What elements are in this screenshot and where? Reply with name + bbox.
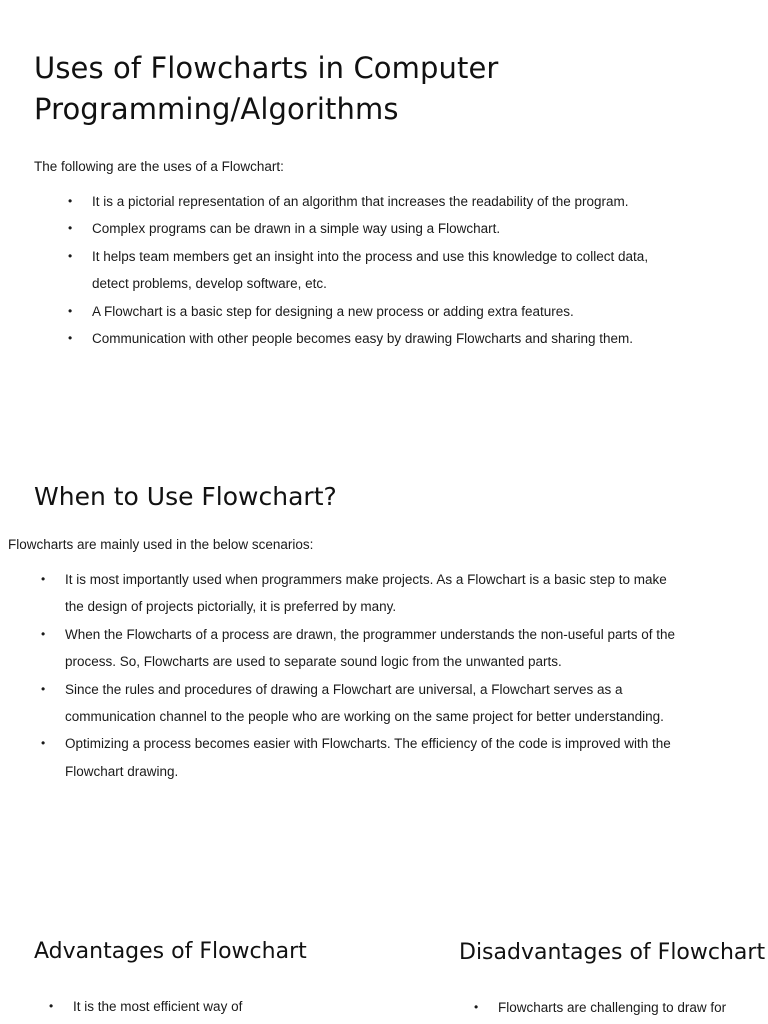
bullet-icon: • xyxy=(68,194,73,208)
bullet-icon: • xyxy=(68,331,73,346)
list-item-text: Optimizing a process becomes easier with Flowcharts. The efficiency of the code is improved with the xyxy=(65,736,671,752)
when-to-use-heading: When to Use Flowchart? xyxy=(34,482,337,511)
list-item xyxy=(41,566,755,621)
bullet-icon: • xyxy=(49,999,54,1013)
bullet-icon: • xyxy=(41,572,46,586)
disadvantages-heading: Disadvantages of Flowchart xyxy=(459,940,766,965)
list-item-text: Flowchart drawing. xyxy=(65,763,179,779)
list-item-text: Communication with other people becomes easy by drawing Flowcharts and sharing them. xyxy=(92,331,634,347)
bullet-icon: • xyxy=(41,626,46,641)
bullet-icon: • xyxy=(68,221,73,236)
list-item xyxy=(68,325,742,352)
list-item xyxy=(41,676,755,731)
bullet-icon: • xyxy=(68,248,73,263)
list-item xyxy=(68,243,742,298)
bullet-icon: • xyxy=(41,736,46,751)
list-item xyxy=(474,994,766,1021)
list-item-text: process. So, Flowcharts are used to separate sound logic from the unwanted parts. xyxy=(65,654,562,670)
list-item xyxy=(68,188,742,215)
list-item xyxy=(49,993,393,1020)
list-item-text: Complex programs can be drawn in a simple way using a Flowchart. xyxy=(92,221,501,237)
advantages-list xyxy=(49,993,393,1020)
when-to-use-list xyxy=(41,566,755,785)
list-item-text: Since the rules and procedures of drawing a Flowchart are universal, a Flowchart serves as a xyxy=(65,681,623,697)
list-item-text: detect problems, develop software, etc. xyxy=(92,276,327,292)
list-item-text: It is most importantly used when programmers make projects. As a Flowchart is a basic step to make xyxy=(65,572,667,587)
list-item-text: communication channel to the people who are working on the same project for better understanding. xyxy=(65,709,664,725)
list-item-text: the design of projects pictorially, it is preferred by many. xyxy=(65,599,397,615)
list-item xyxy=(41,730,755,785)
when-to-use-intro: Flowcharts are mainly used in the below scenarios: xyxy=(8,537,314,552)
disadvantages-list xyxy=(474,994,766,1021)
bullet-icon: • xyxy=(68,303,73,318)
uses-list xyxy=(68,188,742,352)
bullet-icon: • xyxy=(41,681,46,696)
list-item-text: When the Flowcharts of a process are drawn, the programmer understands the non-useful parts of the xyxy=(65,626,676,642)
uses-intro: The following are the uses of a Flowchart: xyxy=(34,159,284,174)
list-item-text: It is the most efficient way of xyxy=(73,999,243,1014)
list-item-text: A Flowchart is a basic step for designing a new process or adding extra features. xyxy=(92,303,574,319)
list-item-text: Flowcharts are challenging to draw for xyxy=(498,1000,727,1015)
list-item-text: It is a pictorial representation of an algorithm that increases the readability of the program. xyxy=(92,194,629,209)
bullet-icon: • xyxy=(474,1000,479,1014)
list-item xyxy=(41,621,755,676)
page-title-line-1: Uses of Flowcharts in Computer xyxy=(34,51,499,85)
list-item-text: It helps team members get an insight into the process and use this knowledge to collect data, xyxy=(92,248,649,264)
list-item xyxy=(68,215,742,242)
advantages-heading: Advantages of Flowchart xyxy=(34,939,307,964)
page-title-line-2: Programming/Algorithms xyxy=(34,92,399,126)
list-item xyxy=(68,298,742,325)
page-title xyxy=(34,48,498,130)
